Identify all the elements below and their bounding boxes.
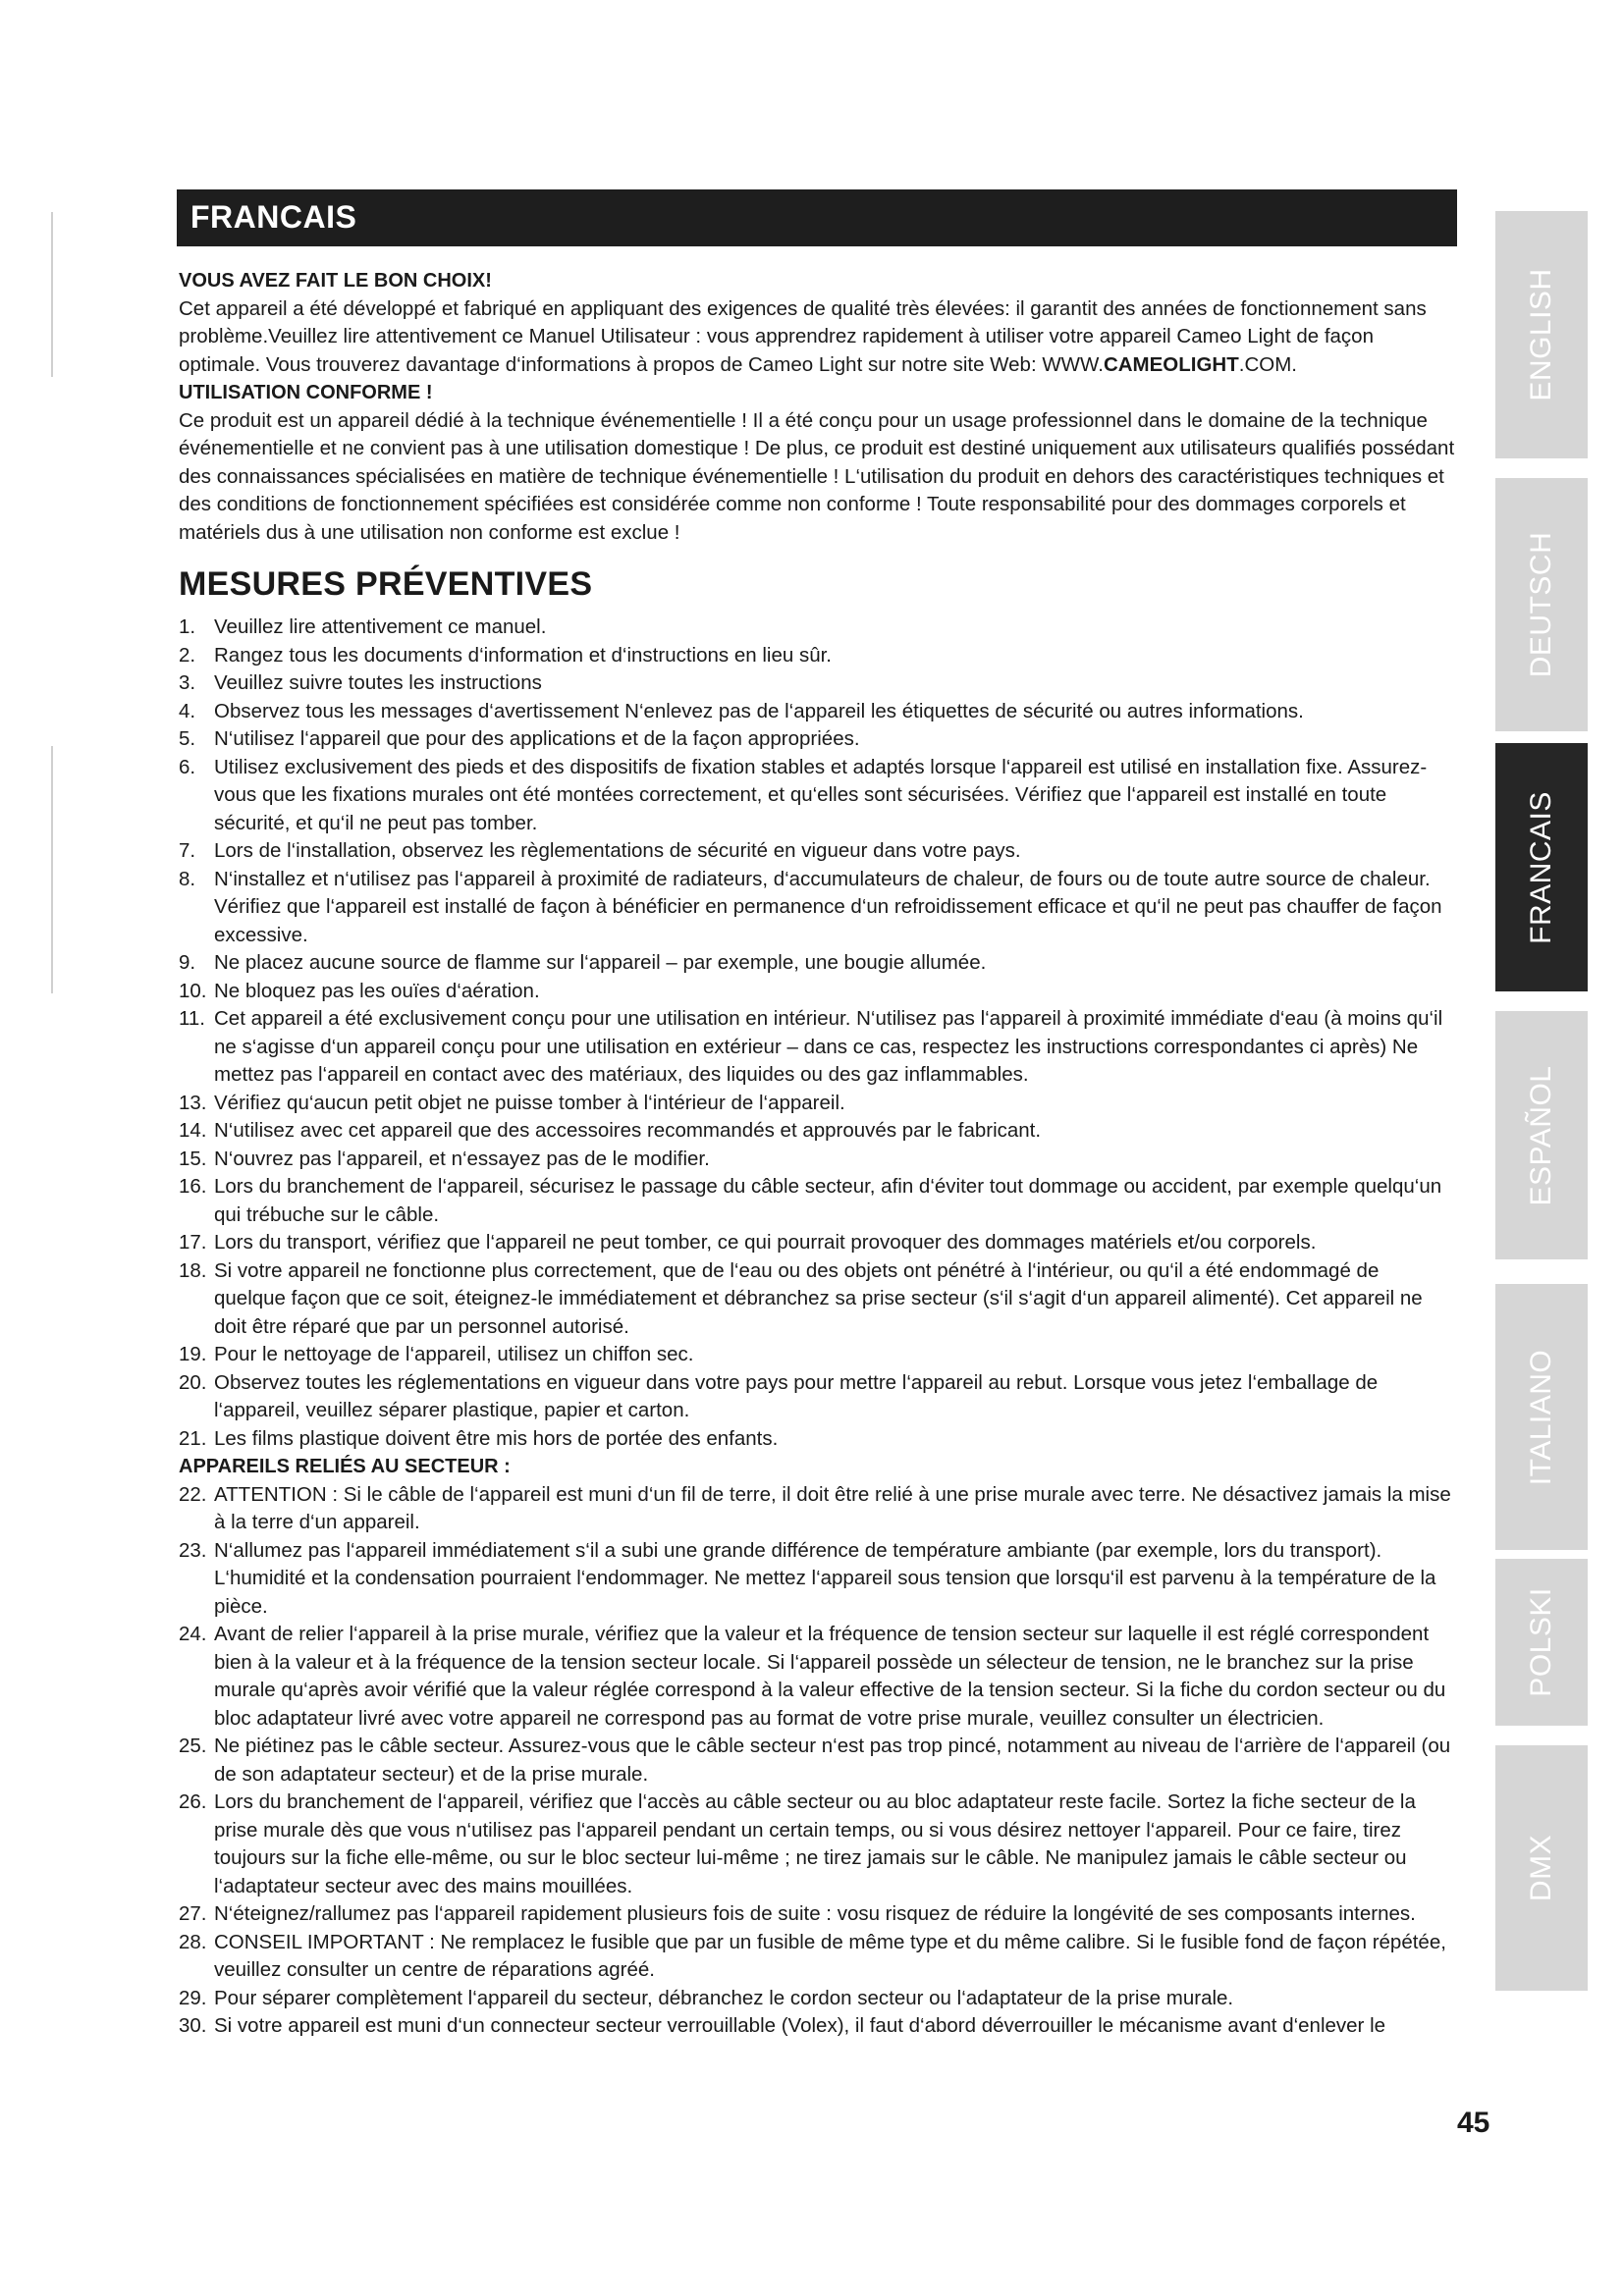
language-tab-dmx[interactable]	[1495, 1745, 1588, 1991]
language-tab-label: FRANCAIS	[1525, 790, 1557, 944]
precaution-item-text: N‘utilisez avec cet appareil que des accessoires recommandés et approuvés par le fabricant.	[214, 1119, 1042, 1142]
precaution-item-text: Lors du branchement de l‘appareil, sécurisez le passage du câble secteur, afin d‘éviter tout dommage ou accident, par exemple quelqu‘un qui trébuche sur le câble.	[214, 1175, 1442, 1226]
mains-safety-item-number: 25.	[179, 1735, 207, 1757]
precaution-item-text: Pour le nettoyage de l‘appareil, utilisez un chiffon sec.	[214, 1343, 694, 1365]
precaution-item-text: Lors du transport, vérifiez que l‘appareil ne peut tomber, ce qui pourrait provoquer des dommages matériels et/ou corporels.	[214, 1231, 1317, 1254]
margin-rule-top	[51, 212, 53, 377]
precaution-item-number: 17.	[179, 1231, 207, 1254]
precaution-item	[179, 1425, 1455, 1454]
precaution-item	[179, 1173, 1455, 1229]
precaution-item-number: 7.	[179, 839, 196, 862]
precaution-item-text: Rangez tous les documents d‘information et d‘instructions en lieu sûr.	[214, 643, 833, 667]
mains-safety-item-text: Si votre appareil est muni d‘un connecteur secteur verrouillable (Volex), il faut d‘abord déverrouiller le mécanisme avant d‘enlever le	[214, 2014, 1386, 2037]
precaution-item-text: N‘utilisez l‘appareil que pour des applications et de la façon appropriées.	[214, 727, 860, 750]
precaution-item-text: Veuillez lire attentivement ce manuel.	[214, 615, 547, 638]
mains-safety-item-text: N‘allumez pas l‘appareil immédiatement s‘il a subi une grande différence de température ambiante (par exemple, lors du transport). L‘humidité et la condensation pourraient l‘endommager. Ne mettez l‘appareil sous tension que lorsqu‘il est parvenu à la température de la pièce.	[214, 1538, 1436, 1618]
language-tab-label: DEUTSCH	[1525, 531, 1557, 678]
precaution-item	[179, 725, 1455, 754]
precaution-item-text: Observez tous les messages d‘avertissement N‘enlevez pas de l‘appareil les étiquettes de sécurité ou autres informations.	[214, 699, 1304, 722]
precaution-item	[179, 669, 1455, 698]
language-tab-francais[interactable]	[1495, 743, 1588, 991]
mains-safety-item	[179, 1733, 1455, 1789]
section-banner-title: FRANCAIS	[190, 199, 357, 235]
precaution-item	[179, 866, 1455, 950]
precautions-heading: MESURES PRÉVENTIVES	[179, 565, 593, 603]
precaution-item	[179, 614, 1455, 642]
mains-safety-item-text: Pour séparer complètement l‘appareil du secteur, débranchez le cordon secteur ou l‘adaptateur de la prise murale.	[214, 1986, 1234, 2009]
precautions-list	[179, 614, 1455, 1453]
language-tab-polski[interactable]	[1495, 1559, 1588, 1726]
language-tab-label: ITALIANO	[1525, 1349, 1557, 1485]
intro-body	[179, 295, 1455, 380]
mains-safety-item	[179, 1621, 1455, 1733]
precaution-item-number: 14.	[179, 1119, 207, 1142]
usage-heading: UTILISATION CONFORME !	[179, 382, 433, 403]
precaution-item-text: Vérifiez qu‘aucun petit objet ne puisse tomber à l‘intérieur de l‘appareil.	[214, 1091, 845, 1114]
precaution-item-number: 21.	[179, 1426, 207, 1450]
precaution-item	[179, 1257, 1455, 1342]
mains-safety-item-number: 30.	[179, 2014, 207, 2037]
precaution-item-text: Lors de l‘installation, observez les règlementations de sécurité en vigueur dans votre pays.	[214, 839, 1021, 862]
precaution-item-text: Les films plastique doivent être mis hors de portée des enfants.	[214, 1426, 779, 1450]
precaution-item-text: Cet appareil a été exclusivement conçu pour une utilisation en intérieur. N‘utilisez pas l‘appareil à proximité immédiate d‘eau (à moins qu‘il ne s‘agisse d‘un appareil conçu pour une utilisation en extérieur – dans ce cas, respectez les instructions correspondantes ci après) Ne mettez pas l‘appareil en contact avec des matériaux, des liquides ou des gaz inflammables.	[214, 1007, 1443, 1086]
mains-safety-item-text: Ne piétinez pas le câble secteur. Assurez-vous que le câble secteur n‘est pas trop pincé, notamment au niveau de l‘arrière de l‘appareil (ou de son adaptateur secteur) et de la prise murale.	[214, 1735, 1451, 1786]
language-tab-italiano[interactable]	[1495, 1284, 1588, 1550]
intro-body-end: .COM.	[1238, 352, 1297, 376]
precaution-item	[179, 978, 1455, 1006]
precaution-item-number: 10.	[179, 979, 207, 1002]
precaution-item-number: 8.	[179, 867, 196, 890]
mains-safety-item-text: Lors du branchement de l‘appareil, vérifiez que l‘accès au câble secteur ou au bloc adaptateur reste facile. Sortez la fiche secteur de la prise murale dès que vous n‘utilisez pas l‘appareil pendant un certain temps, ou si vous désirez nettoyer l‘appareil. Pour ce faire, tirez toujours sur la fiche elle-même, ou sur le bloc secteur lui-même ; ne tirez jamais sur le câble. Ne manipulez jamais le câble secteur ou l‘adaptateur secteur avec des mains mouillées.	[214, 1790, 1416, 1897]
mains-list	[179, 1481, 1455, 2041]
precaution-item-text: Ne placez aucune source de flamme sur l‘appareil – par exemple, une bougie allumée.	[214, 951, 987, 974]
precaution-item-number: 3.	[179, 671, 196, 694]
website-brand: CAMEOLIGHT	[1103, 352, 1239, 376]
precaution-item-number: 4.	[179, 699, 196, 722]
precaution-item	[179, 1229, 1455, 1257]
language-tab-english[interactable]	[1495, 211, 1588, 458]
language-tab-deutsch[interactable]	[1495, 478, 1588, 731]
language-tab-español[interactable]	[1495, 1011, 1588, 1259]
precaution-item-number: 20.	[179, 1370, 207, 1394]
mains-safety-item-text: CONSEIL IMPORTANT : Ne remplacez le fusible que par un fusible de même type et du même calibre. Si le fusible fond de façon répétée, veuillez consulter un centre de réparations agréé.	[214, 1930, 1446, 1981]
precaution-item	[179, 1341, 1455, 1369]
page-number: 45	[1457, 2107, 1490, 2139]
precaution-item	[179, 949, 1455, 978]
section-banner	[177, 189, 1457, 246]
intro-body-text: Cet appareil a été développé et fabriqué en appliquant des exigences de qualité très élevées: il garantit des années de fonctionnement sans problème.Veuillez lire attentivement ce Manuel Utilisateur : vous apprendrez rapidement à utiliser votre appareil Cameo Light de façon optimale. Vous trouverez davantage d‘informations à propos de Cameo Light sur notre site Web: WWW.	[179, 296, 1427, 376]
language-tab-label: DMX	[1525, 1834, 1557, 1902]
precaution-item-number: 11.	[179, 1007, 205, 1030]
mains-heading: APPAREILS RELIÉS AU SECTEUR :	[179, 1456, 511, 1477]
margin-rule-bottom	[51, 746, 53, 993]
precaution-item-text: N‘installez et n‘utilisez pas l‘appareil à proximité de radiateurs, d‘accumulateurs de chaleur, de fours ou de toute autre source de chaleur. Vérifiez que l‘appareil est installé de façon à bénéficier en permanence d‘un refroidissement efficace et qu‘il ne peut pas chauffer de façon excessive.	[214, 867, 1442, 946]
precaution-item	[179, 837, 1455, 866]
precaution-item	[179, 698, 1455, 726]
precaution-item	[179, 642, 1455, 670]
mains-safety-item-number: 24.	[179, 1623, 207, 1645]
mains-safety-item	[179, 1537, 1455, 1622]
precaution-item-text: Observez toutes les réglementations en vigueur dans votre pays pour mettre l‘appareil au rebut. Lorsque vous jetez l‘emballage de l‘appareil, veuillez séparer plastique, papier et carton.	[214, 1370, 1379, 1421]
mains-safety-item-number: 29.	[179, 1986, 207, 2009]
precaution-item-number: 9.	[179, 951, 196, 974]
mains-safety-item-text: N‘éteignez/rallumez pas l‘appareil rapidement plusieurs fois de suite : vosu risquez de réduire la longévité de ses composants internes.	[214, 1902, 1416, 1925]
mains-safety-item	[179, 1985, 1455, 2013]
precaution-item	[179, 1146, 1455, 1174]
precaution-item-text: Ne bloquez pas les ouïes d‘aération.	[214, 979, 540, 1002]
mains-safety-item	[179, 1900, 1455, 1929]
precaution-item-number: 2.	[179, 643, 196, 667]
mains-safety-item-number: 23.	[179, 1538, 207, 1562]
mains-safety-item	[179, 1929, 1455, 1985]
precaution-item-number: 15.	[179, 1147, 207, 1170]
mains-safety-item-number: 22.	[179, 1482, 207, 1506]
precaution-item-number: 18.	[179, 1258, 207, 1282]
intro-heading: VOUS AVEZ FAIT LE BON CHOIX!	[179, 270, 492, 292]
precaution-item-number: 19.	[179, 1343, 207, 1365]
precaution-item-number: 6.	[179, 755, 196, 778]
precaution-item	[179, 1005, 1455, 1090]
precaution-item-text: Si votre appareil ne fonctionne plus correctement, que de l‘eau ou des objets ont pénétré à l‘intérieur, ou qu‘il a été endommagé de quelque façon que ce soit, éteignez-le immédiatement et débranchez sa prise secteur (s‘il s‘agit d‘un appareil alimenté). Cet appareil ne doit être réparé que par un personnel autorisé.	[214, 1258, 1423, 1338]
main-content	[179, 267, 1455, 2041]
language-tab-label: ESPAÑOL	[1525, 1065, 1557, 1205]
mains-safety-item-text: Avant de relier l‘appareil à la prise murale, vérifiez que la valeur et la fréquence de tension secteur sur laquelle il est réglé correspondent bien à la valeur et à la fréquence de la tension secteur locale. Si l‘appareil possède un sélecteur de tension, ne le branchez sur la prise murale qu‘après avoir vérifié que la valeur réglée correspond à la valeur effective de la tension secteur. Si la fiche du cordon secteur ou du bloc adaptateur livré avec votre appareil ne correspond pas au format de votre prise murale, veuillez consulter un électricien.	[214, 1623, 1446, 1730]
precaution-item-number: 1.	[179, 615, 196, 638]
precaution-item-text: Utilisez exclusivement des pieds et des dispositifs de fixation stables et adaptés lorsque l‘appareil est utilisé en installation fixe. Assurez-vous que les fixations murales ont été montées correctement, et qu‘elles sont sécurisées. Vérifiez que l‘appareil est installé en toute sécurité, et qu‘il ne peut pas tomber.	[214, 755, 1428, 834]
precaution-item	[179, 1369, 1455, 1425]
precaution-item-number: 13.	[179, 1091, 207, 1114]
mains-safety-item-number: 27.	[179, 1902, 207, 1925]
mains-safety-item	[179, 1481, 1455, 1537]
precaution-item-number: 16.	[179, 1175, 207, 1198]
mains-safety-item	[179, 2012, 1455, 2041]
precaution-item	[179, 754, 1455, 838]
precaution-item-text: N‘ouvrez pas l‘appareil, et n‘essayez pas de le modifier.	[214, 1147, 710, 1170]
mains-safety-item-number: 26.	[179, 1790, 207, 1813]
mains-safety-item-number: 28.	[179, 1930, 207, 1953]
precaution-item-text: Veuillez suivre toutes les instructions	[214, 671, 542, 694]
mains-safety-item-text: ATTENTION : Si le câble de l‘appareil est muni d‘un fil de terre, il doit être relié à une prise murale avec terre. Ne désactivez jamais la mise à la terre d‘un appareil.	[214, 1482, 1451, 1533]
precaution-item	[179, 1090, 1455, 1118]
language-tab-label: POLSKI	[1525, 1587, 1557, 1697]
mains-safety-item	[179, 1789, 1455, 1900]
usage-body: Ce produit est un appareil dédié à la technique événementielle ! Il a été conçu pour un usage professionnel dans le domaine de la technique événementielle et ne convient pas à une utilisation domestique ! De plus, ce produit est destiné uniquement aux utilisateurs qualifiés possédant des connaissances spécialisées en matière de technique événementielle ! L‘utilisation du produit en dehors des caractéristiques techniques et des conditions de fonctionnement spécifiées est considérée comme non conforme ! Toute responsabilité pour des dommages corporels et matériels dus à une utilisation non conforme est exclue !	[179, 408, 1455, 544]
precaution-item	[179, 1117, 1455, 1146]
language-tab-label: ENGLISH	[1525, 268, 1557, 401]
precaution-item-number: 5.	[179, 727, 196, 750]
